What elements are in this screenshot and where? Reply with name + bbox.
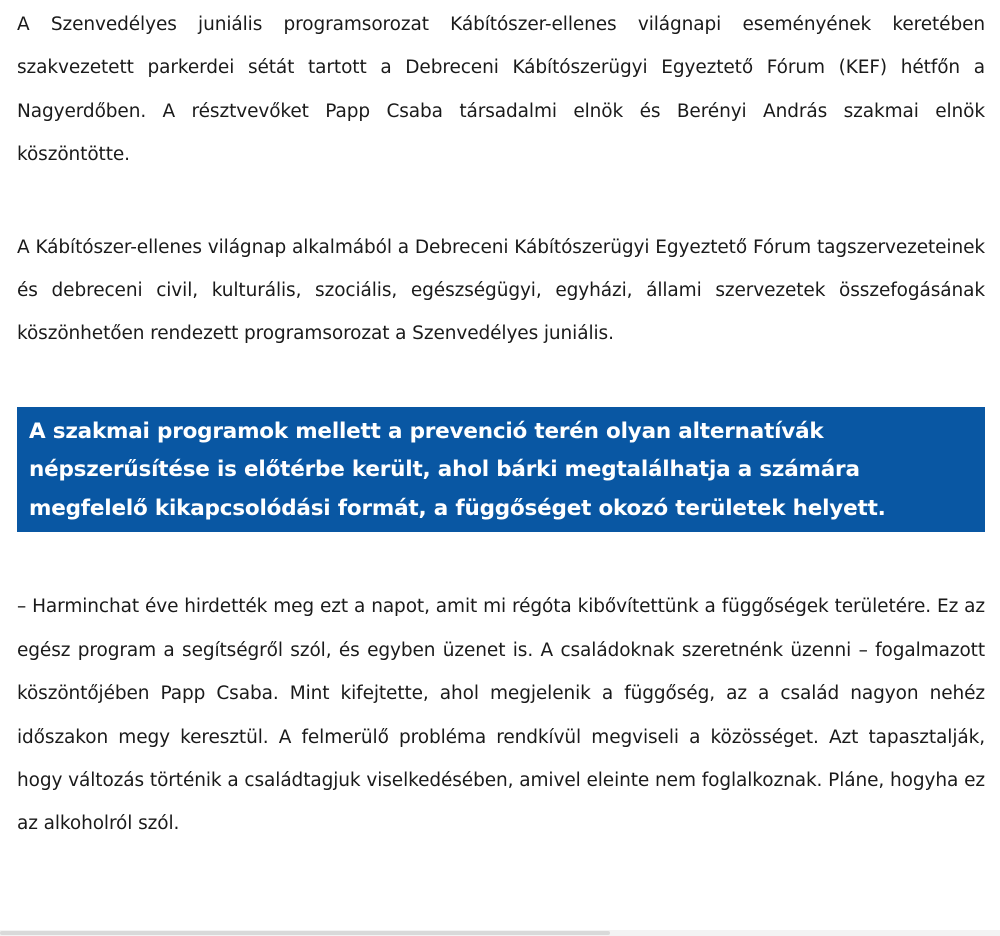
horizontal-scrollbar[interactable] — [0, 930, 1000, 936]
article-paragraph-world-day: A Kábítószer-ellenes világnap alkalmából a Debreceni Kábítószerügyi Egyeztető Fórum tagszervezeteinek és debreceni civil, kulturális, szociális, egészségügyi, egyházi, állami szervezetek összefogásának köszönhetően rendezett programsorozat a Szenvedélyes juniális. — [17, 236, 985, 345]
pullquote-text: A szakmai programok mellett a prevenció terén olyan alternatívák népszerűsítése is előtérbe került, ahol bárki megtalálhatja a számára megfelelő kikapcsolódási formát, a függőséget okozó területek helyett. — [29, 418, 886, 521]
article-body — [17, 0, 985, 846]
pullquote-box — [17, 407, 985, 533]
article-paragraph-intro: A Szenvedélyes juniális programsorozat Kábítószer-ellenes világnapi eseményének keretében szakvezetett parkerdei sétát tartott a Debreceni Kábítószerügyi Egyeztető Fórum (KEF) hétfőn a Nagyerdőben. A résztvevőket Papp Csaba társadalmi elnök és Berényi András szakmai elnök köszöntötte. — [17, 14, 985, 166]
article-paragraph-quote: – Harminchat éve hirdették meg ezt a napot, amit mi régóta kibővítettünk a függőségek területére. Ez az egész program a segítségről szól, és egyben üzenet is. A családoknak szeretnénk üzenni – fogalmazott köszöntőjében Papp Csaba. Mint kifejtette, ahol megjelenik a függőség, az a család nagyon nehéz időszakon megy keresztül. A felmerülő probléma rendkívül megviseli a közösséget. Azt tapasztalják, hogy változás történik a családtagjuk viselkedésében, amivel eleinte nem foglalkoznak. Pláne, hogyha ez az alkoholról szól. — [17, 596, 985, 835]
scrollbar-thumb[interactable] — [0, 931, 610, 935]
